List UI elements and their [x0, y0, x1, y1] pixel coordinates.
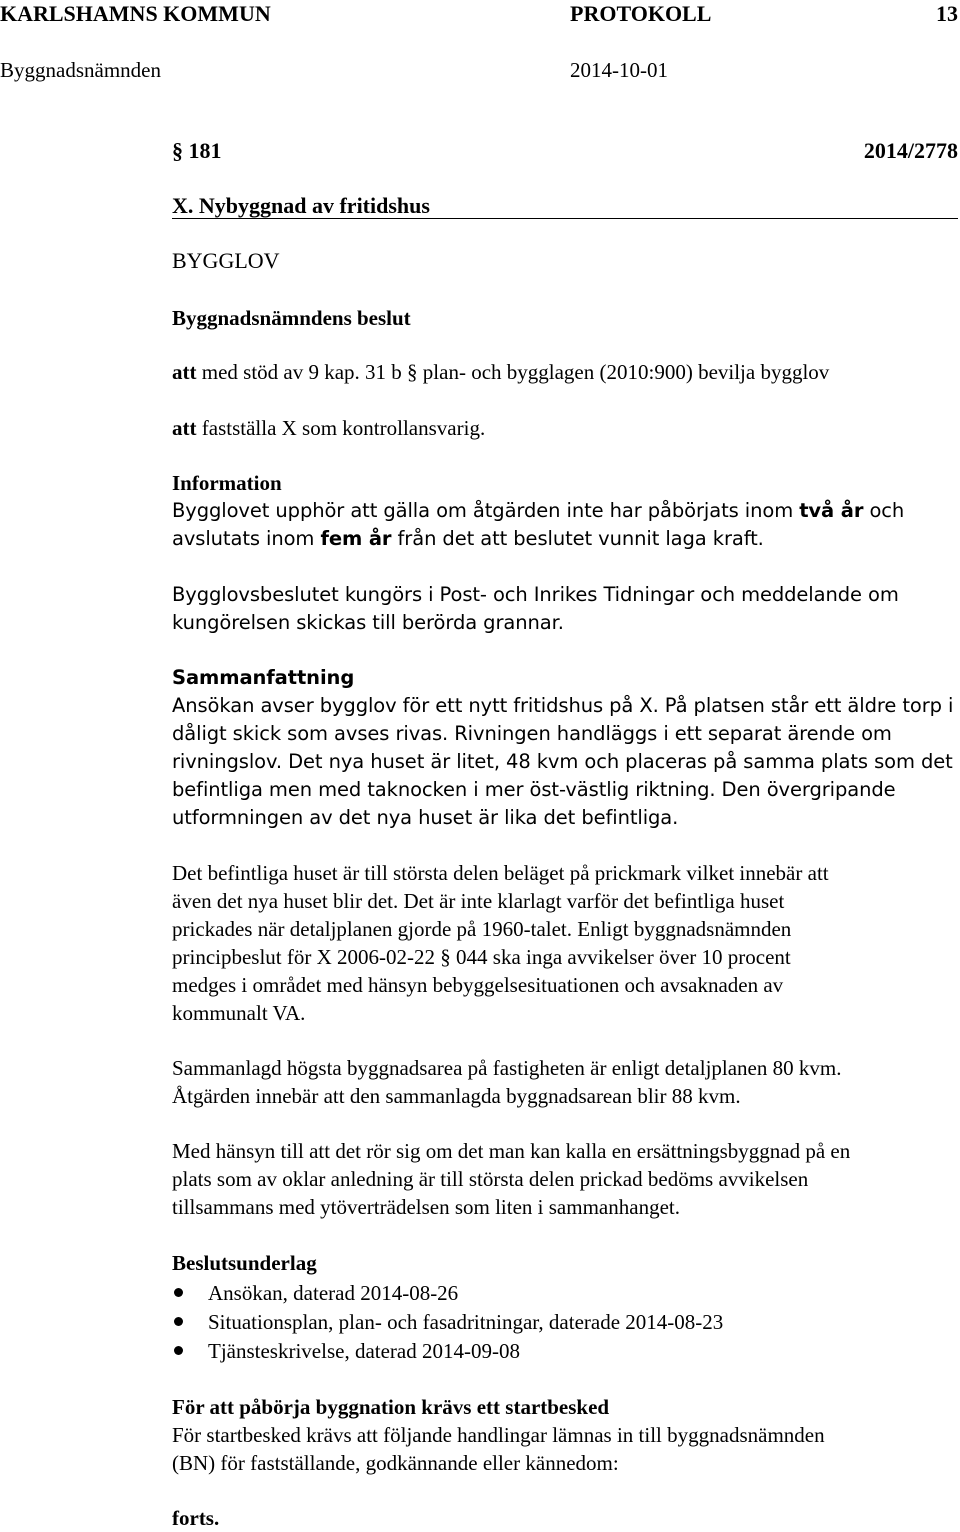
paragraph-line: rivningslov. Det nya huset är litet, 48 kvm och placeras på samma plats som det: [172, 750, 953, 773]
paragraph-line: principbeslut för X 2006-02-22 § 044 ska inga avvikelser över 10 procent: [172, 945, 791, 969]
municipality-name: KARLSHAMNS KOMMUN: [0, 1, 271, 26]
case-title: X. Nybyggnad av fritidshus: [172, 193, 430, 218]
decision-type: BYGGLOV: [172, 248, 280, 273]
paragraph-line: Åtgärden innebär att den sammanlagda byggnadsarean blir 88 kvm.: [172, 1084, 741, 1108]
decision-keyword: att: [172, 360, 197, 384]
paragraph-line: även det nya huset blir det. Det är inte klarlagt varför det befintliga huset: [172, 889, 785, 913]
bullet-icon: [174, 1288, 183, 1297]
decision-item: [172, 414, 485, 442]
paragraph-line: kommunalt VA.: [172, 1001, 306, 1025]
start-permit-heading: För att påbörja byggnation krävs ett startbesked: [172, 1395, 610, 1419]
list-item-text: Ansökan, daterad 2014-08-26: [208, 1281, 459, 1305]
prickmark-paragraph: [172, 859, 958, 1027]
information-paragraph: [172, 497, 958, 553]
committee-name: Byggnadsnämnden: [0, 58, 161, 82]
bullet-icon: [174, 1346, 183, 1355]
paragraph-line: utformningen av det nya huset är lika det befintliga.: [172, 806, 679, 829]
basis-heading: Beslutsunderlag: [172, 1251, 317, 1275]
paragraph-line: medges i området med hänsyn bebyggelsesituationen och avsaknaden av: [172, 973, 784, 997]
paragraph-line: Bygglovet upphör att gälla om åtgärden inte har påbörjats inom två år och: [172, 499, 905, 522]
list-item-text: Situationsplan, plan- och fasadritningar, daterade 2014-08-23: [208, 1310, 724, 1334]
decision-heading: Byggnadsnämndens beslut: [172, 306, 411, 330]
decision-text: med stöd av 9 kap. 31 b § plan- och bygglagen (2010:900) bevilja bygglov: [196, 360, 830, 384]
decision-item: [172, 358, 829, 386]
decision-text: fastställa X som kontrollansvarig.: [196, 416, 486, 440]
paragraph-line: Det befintliga huset är till största delen beläget på prickmark vilket innebär att: [172, 861, 829, 885]
page-number: 13: [936, 1, 958, 26]
information-heading: Information: [172, 471, 282, 495]
area-paragraph: [172, 1054, 958, 1110]
summary-heading: Sammanfattning: [172, 666, 355, 689]
meeting-date: 2014-10-01: [570, 58, 668, 82]
paragraph-line: dåligt skick som avses rivas. Rivningen handläggs i ett separat ärende om: [172, 722, 892, 745]
continued-marker: forts.: [172, 1506, 220, 1530]
paragraph-line: befintliga men med taknocken i mer öst-västlig riktning. Den övergripande: [172, 778, 896, 801]
paragraph-line: (BN) för fastställande, godkännande eller kännedom:: [172, 1451, 619, 1475]
case-number: 2014/2778: [863, 138, 958, 163]
list-item-text: Tjänsteskrivelse, daterad 2014-09-08: [208, 1339, 520, 1363]
paragraph-line: För startbesked krävs att följande handlingar lämnas in till byggnadsnämnden: [172, 1423, 825, 1447]
publication-paragraph: [172, 581, 958, 637]
paragraph-line: Sammanlagd högsta byggnadsarea på fastigheten är enligt detaljplanen 80 kvm.: [172, 1056, 842, 1080]
paragraph-line: Bygglovsbeslutet kungörs i Post- och Inrikes Tidningar och meddelande om: [172, 583, 899, 606]
paragraph-line: plats som av oklar anledning är till största delen prickad bedöms avvikelsen: [172, 1167, 809, 1191]
title-underline: [172, 218, 958, 219]
paragraph-line: prickades när detaljplanen gjorde på 1960-talet. Enligt byggnadsnämnden: [172, 917, 792, 941]
summary-paragraph: [172, 692, 958, 832]
bullet-icon: [174, 1317, 183, 1326]
assessment-paragraph: [172, 1137, 958, 1221]
emphasis: fem år: [320, 527, 392, 550]
paragraph-line: avslutats inom fem år från det att beslutet vunnit laga kraft.: [172, 527, 764, 550]
paragraph-line: tillsammans med ytöverträdelsen som liten i sammanhanget.: [172, 1195, 680, 1219]
decision-keyword: att: [172, 416, 197, 440]
paragraph-line: kungörelsen skickas till berörda grannar.: [172, 611, 564, 634]
start-permit-paragraph: [172, 1421, 958, 1477]
emphasis: två år: [799, 499, 864, 522]
document-type: PROTOKOLL: [570, 1, 712, 26]
paragraph-line: Ansökan avser bygglov för ett nytt fritidshus på X. På platsen står ett äldre torp i: [172, 694, 954, 717]
paragraph-line: Med hänsyn till att det rör sig om det man kan kalla en ersättningsbyggnad på en: [172, 1139, 851, 1163]
section-number: § 181: [172, 138, 222, 163]
